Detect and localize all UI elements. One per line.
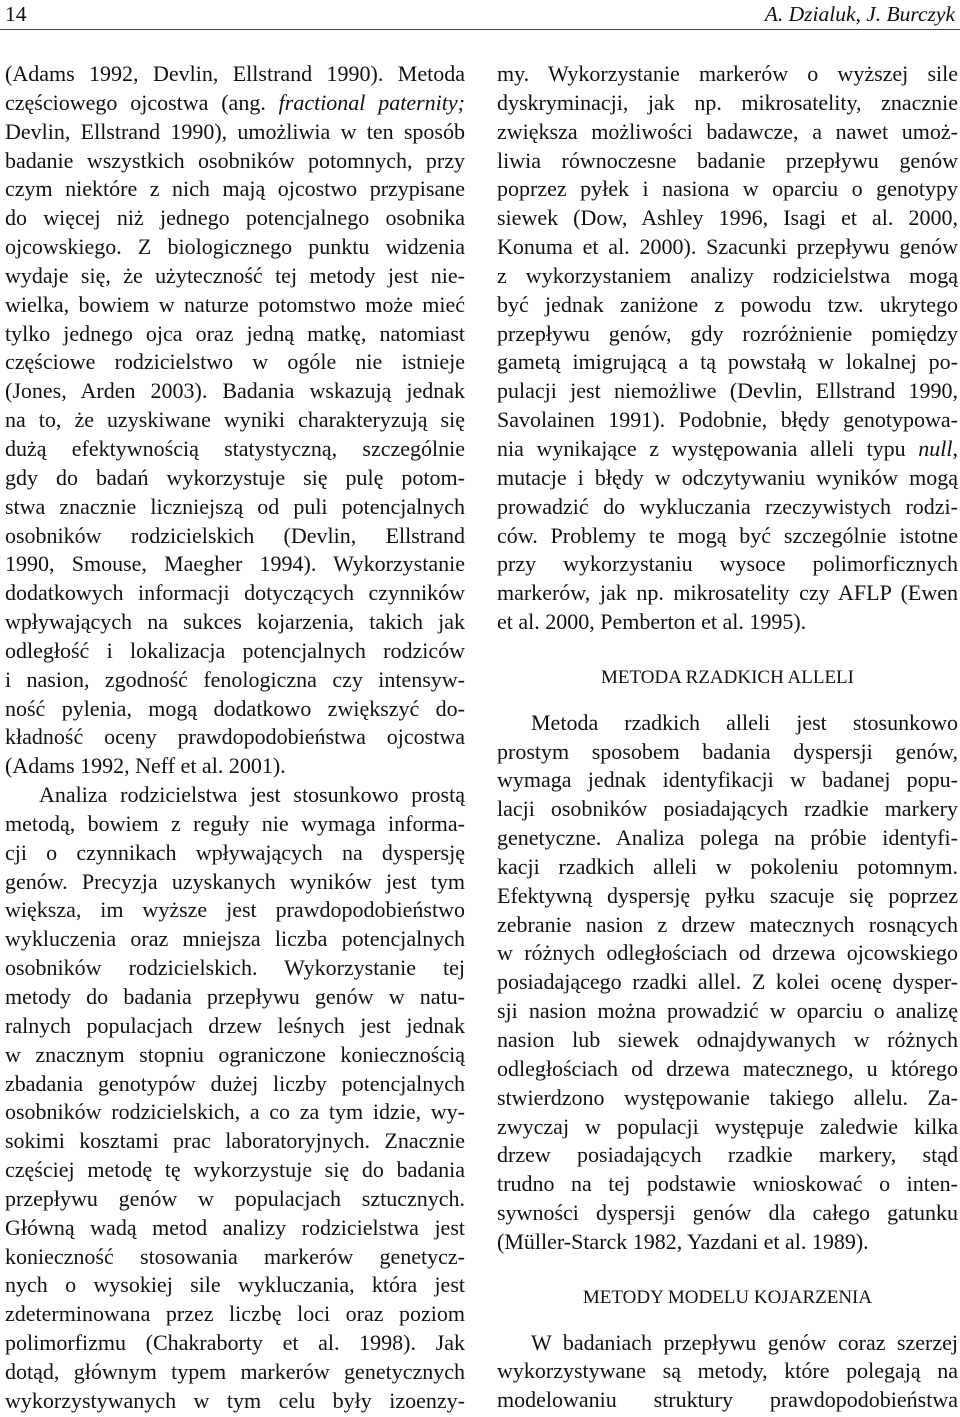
paragraph [497,1329,958,1416]
section-heading: METODY MODELU KOJARZENIA [582,1286,873,1308]
text-line: pulacji jest niemożliwe (Devlin, Ellstrand 1990, [497,378,958,404]
text-line: markerów, jak np. mikrosatelity czy AFLP (Ewen [497,580,958,606]
text-line: (Adams 1992, Neff et al. 2001). [5,753,286,779]
text-line: Główną wadą metod analizy rodzicielstwa jest [5,1214,465,1240]
text-line: przepływu genów w populacjach sztucznych. [5,1185,465,1211]
running-head-authors: A. Dzialuk, J. Burczyk [764,2,955,26]
paragraph [5,60,465,781]
text-run: częściowego ojcostwa (ang. [5,89,279,115]
text-line: stwierdzono występowanie takiego allelu. Za- [497,1084,958,1110]
text-line: sji nasion można prowadzić w oparciu o analizę [497,998,958,1024]
text-line: genetyczne. Analiza polega na próbie identyfi- [497,825,958,851]
text-run: , [952,435,958,461]
text-line: sokimi kosztami prac laboratoryjnych. Znacznie [5,1128,465,1154]
paragraph [5,781,465,1416]
text-line: drzew posiadających rzadkie markery, stąd [497,1142,958,1168]
text-line: do więcej niż jednego potencjalnego osobnika [5,205,465,231]
text-line: lacji osobników posiadających rzadkie markery [497,796,958,822]
text-line: wykluczenia oraz mniejsza liczba potencjalnych [5,926,465,952]
text-line: gametą imigrującą a tą powstałą w lokalnej po- [497,349,958,375]
text-line: metody do badania przepływu genów w natu- [5,984,465,1009]
text-line: (Jones, Arden 2003). Badania wskazują jednak [5,378,465,404]
text-line: et al. 2000, Pemberton et al. 1995). [497,609,807,635]
text-line: liwia równoczesne badanie przepływu genów [497,147,958,173]
text-line: nych o wysokiej sile wykluczania, która jest [5,1272,465,1298]
right-column [497,60,958,1415]
text-line: metodą, bowiem z reguły nie wymaga informa- [5,810,465,836]
text-line: ność pylenia, mogą dodatkowo zwiększyć do- [5,695,465,721]
text-line: dodatkowych informacji dotyczących czynników [5,580,465,606]
text-run: nia wynikające z występowania alleli typu [497,435,919,461]
text-line: częściowe rodzicielstwo w ogóle nie istnieje [5,349,465,375]
text-line: w różnych odległościach od drzewa ojcowskiego [497,940,958,966]
text-line: Devlin, Ellstrand 1990), umożliwia w ten sposób [5,118,465,144]
text-line: stwa znacznie liczniejszą od puli potencjalnych [5,493,465,519]
text-line: wymaga jednak identyfikacji w badanej popu- [497,767,958,793]
text-line: kacji rzadkich alleli w pokoleniu potomnym. [497,853,958,879]
text-line: zebranie nasion z drzew matecznych rosnących [497,911,958,937]
text-line: Analiza rodzicielstwa jest stosunkowo prostą [39,782,465,808]
text-line: w znacznym stopniu ograniczone koniecznością [5,1041,465,1067]
text-line: osobników rodzicielskich. Wykorzystanie tej [5,955,465,981]
text-line: mutacje i błędy w odczytywaniu wyników mogą [497,464,958,490]
text-line: siewek (Dow, Ashley 1996, Isagi et al. 2000, [497,205,958,231]
text-line: wykorzystywanych w tym celu były izoenzy- [5,1387,465,1413]
text-line: ojcowskiego. Z biologicznego punktu widzenia [5,234,465,260]
text-line: większa, im wyższe jest prawdopodobieństwo [5,897,465,923]
text-line: na to, że uzyskiwane wyniki charakteryzują się [5,407,465,433]
text-line: wielka, bowiem w naturze potomstwo może mieć [5,291,465,317]
text-line: W badaniach przepływu genów coraz szerzej [531,1329,958,1355]
text-line: Efektywną dyspersję pyłku szacuje się poprzez [497,882,958,908]
text-line: polimorfizmu (Chakraborty et al. 1998). Jak [5,1330,465,1356]
left-column [5,60,465,1416]
text-line: wpływających na sukces kojarzenia, takich jak [5,609,465,635]
text-line: (Müller-Starck 1982, Yazdani et al. 1989). [497,1228,869,1254]
text-line: czym niektóre z nich mają ojcostwo przypisane [5,176,465,202]
text-line: modelowaniu struktury prawdopodobieństwa [497,1387,958,1413]
text-line: z wykorzystaniem analizy rodzicielstwa mogą [497,262,958,288]
text-line: wykorzystywane są metody, które polegają na [497,1358,958,1384]
text-line: odległościach od drzewa matecznego, u którego [497,1055,958,1081]
text-line: Konuma et al. 2000). Szacunki przepływu genów [497,234,958,260]
text-line: tylko jednego ojca oraz jedną matkę, natomiast [5,320,465,346]
text-line: genów. Precyzja uzyskanych wyników jest tym [5,868,465,894]
text-line: wydaje się, że użyteczność tej metody jest nie- [5,262,465,288]
italic-term: fractional paternity; [278,89,465,115]
text-line: nasion lub siewek odnajdywanych w różnych [497,1027,958,1052]
text-line: dużą efektywnością statystyczną, szczególnie [5,435,465,461]
text-line: osobników rodzicielskich (Devlin, Ellstrand [5,522,465,548]
text-line: cji o czynnikach wpływających na dyspersję [5,839,465,865]
text-line: osobników rodzicielskich, a co za tym idzie, wy- [5,1099,465,1125]
text-line: my. Wykorzystanie markerów o wyższej sile [497,61,958,86]
italic-term: null [918,435,953,461]
text-line: ralnych populacjach drzew leśnych jest jednak [5,1012,465,1038]
text-line: być jednak zaniżone z powodu tzw. ukrytego [497,291,958,317]
text-line: sywności dyspersji genów dla całego gatunku [497,1200,958,1226]
paragraph [497,709,958,1257]
text-line: kładność oceny prawdopodobieństwa ojcostwa [5,724,465,750]
section-heading: METODA RZADKICH ALLELI [601,666,854,688]
text-line: (Adams 1992, Devlin, Ellstrand 1990). Metoda [5,61,465,86]
text-line: posiadającego rzadki allel. Z kolei ocenę dysper- [497,969,958,995]
text-line: Metoda rzadkich alleli jest stosunkowo [531,709,958,735]
paragraph [497,60,958,637]
text-line: poprzez pyłek i nasiona w oparciu o genotypy [497,176,958,202]
text-line: konieczność stosowania markerów genetycz- [5,1243,465,1269]
text-line: i nasion, zgodność fenologiczna czy intensyw- [5,666,465,692]
page-header [0,0,960,30]
text-line: Savolainen 1991). Podobnie, błędy genotypowa- [497,407,958,433]
text-line: częściej metodę tę wykorzystuje się do badania [5,1157,465,1183]
text-line: odległość i lokalizacja potencjalnych rodziców [5,637,465,663]
text-line: dotąd, głównym typem markerów genetycznych [5,1358,465,1384]
text-line [497,435,958,464]
text-line: gdy do badań wykorzystuje się pulę potom- [5,464,465,490]
text-line [5,89,465,118]
text-line: zbadania genotypów dużej liczby potencjalnych [5,1070,465,1096]
text-line: trudno na tej podstawie wnioskować o inten- [497,1171,958,1197]
text-line: prostym sposobem badania dyspersji genów, [497,738,958,764]
text-line: badanie wszystkich osobników potomnych, przy [5,147,465,173]
text-line: przy wykorzystaniu wysoce polimorficznych [497,551,958,577]
text-line: 1990, Smouse, Maegher 1994). Wykorzystanie [5,551,465,577]
page-number: 14 [5,2,27,26]
text-line: zdeterminowana przez liczbę loci oraz poziom [5,1301,465,1327]
text-line: ców. Problemy te mogą być szczególnie istotne [497,522,958,548]
text-line: zwyczaj w populacji występuje zaledwie kilka [497,1113,958,1139]
text-line: zwiększa możliwości badawcze, a nawet umoż- [497,118,958,144]
text-line: przepływu genów, gdy rozróżnienie pomiędzy [497,320,958,346]
text-line: prowadzić do wykluczania rzeczywistych rodzi- [497,493,958,519]
text-line: dyskryminacji, jak np. mikrosatelity, znacznie [497,89,958,115]
